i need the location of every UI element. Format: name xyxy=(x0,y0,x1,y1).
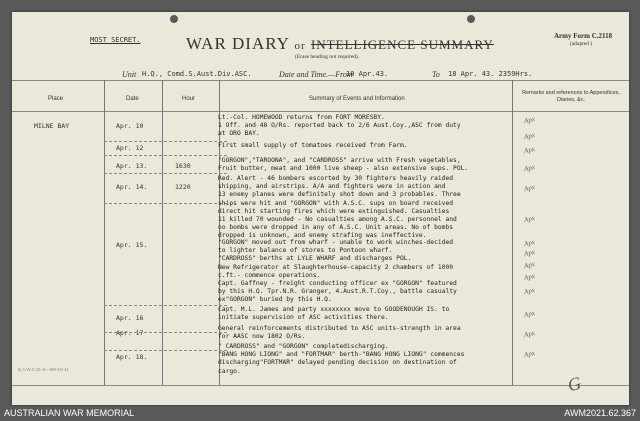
army-form-number: Army Form C.2118 xyxy=(554,32,613,40)
entry-text: General reinforcements distributed to ASC units-strength in area for AASC now 1802 O/Rs. xyxy=(218,325,461,341)
classification-label: MOST SECRET. xyxy=(90,36,141,44)
column-header-summary: Summary of Events and Information xyxy=(309,96,405,102)
column-header-hour: Hour xyxy=(182,96,196,102)
erase-note: (Erase heading not required). xyxy=(295,54,360,60)
hour-cell: 1630 xyxy=(175,162,191,170)
place-cell: MILNE BAY xyxy=(34,122,70,130)
column-divider xyxy=(104,80,105,385)
war-diary-sheet xyxy=(12,12,629,405)
date-cell: Apr. 17 xyxy=(116,329,144,337)
entry-text: "GORGON" moved out from wharf - unable to work winches-decided to lighter balance of stores to Pontoon wharf. "CARDROSS" berths at LYLE WHARF and discharges POL. New Refrigerator at Slaughterhouse-capacity 2 chambers of 1000 c.ft.- commence operations. Capt. Gaffney - freight conducting officer ex "GORGON" featured by this H.Q. Tpr.N.R. Granger, 4.Aust.R.T.Coy., battle casualty ex"GORGON" buried by this H.Q. xyxy=(218,239,457,304)
date-to-value: 18 Apr. 43. 2359Hrs. xyxy=(448,70,533,78)
appendix-tick: Apx xyxy=(523,328,536,340)
punch-hole xyxy=(467,15,475,23)
title-intelligence-summary: INTELLIGENCE SUMMARY xyxy=(310,37,494,52)
appendix-tick: Apx xyxy=(523,271,536,283)
date-to-label: To xyxy=(432,70,440,79)
entry-text: Red. Alert - 46 bombers escorted by 30 fighters heavily raided shipping, and airstrips. A/A and fighters were in action and 13 enemy planes were definitely shot down and 3 probables. Three ships were hit and "GORGON" with A.S.C. sups on board received direct hit starting fires which were extinguished. Casualties 11 killed 70 wounded - No casualties among A.S.C. personnel and no bombs were dropped in any of A.S.C. Unit areas. No of bombs dropped is unknown, and enemy strafing was ineffective. xyxy=(218,175,461,240)
date-cell: Apr. 12 xyxy=(116,144,144,152)
column-header-remarks: Remarks and references to Appendices, Diaries, &c. xyxy=(522,90,620,103)
appendix-tick: Apx xyxy=(523,285,536,297)
column-header-place: Place xyxy=(48,96,64,102)
date-cell: Apr. 15. xyxy=(116,241,148,249)
signature-initial: G xyxy=(565,372,584,396)
date-cell: Apr. 13. xyxy=(116,162,148,170)
column-header-date: Date xyxy=(126,96,139,102)
appendix-tick: Apx xyxy=(523,348,536,360)
date-cell: Apr. 18. xyxy=(116,353,148,361)
row-divider xyxy=(104,305,227,306)
unit-label: Unit xyxy=(122,70,137,79)
appendix-tick: Apx xyxy=(523,114,536,126)
appendix-tick: Apx xyxy=(523,237,536,249)
title-or: or xyxy=(294,40,306,52)
row-divider xyxy=(104,350,227,351)
appendix-tick: Apx xyxy=(523,130,536,142)
column-divider xyxy=(162,80,163,385)
hour-cell: 1220 xyxy=(175,183,191,191)
column-divider xyxy=(512,80,513,385)
table-bottom-rule xyxy=(12,385,629,386)
title-war-diary: WAR DIARY xyxy=(186,34,290,53)
appendix-tick: Apx xyxy=(523,259,536,271)
date-cell: Apr. 16 xyxy=(116,314,144,322)
appendix-tick: Apx xyxy=(523,182,536,194)
appendix-tick: Apx xyxy=(523,144,536,156)
entry-text: "GORGON","TAROONA", and "CARDROSS" arrive with Fresh vegetables, Fruit butter, meat and 1000 live sheep - also extensive sups. POL. xyxy=(218,157,469,173)
appendix-tick: Apx xyxy=(523,213,536,225)
footer-institution: AUSTRALIAN WAR MEMORIAL xyxy=(4,408,135,418)
appendix-tick: Apx xyxy=(523,247,536,259)
entry-text: Capt. M.L. James and party xxxxxxxx move to GOODENOUGH IS. to initiate supervision of ASC activities there. xyxy=(218,306,450,322)
unit-value: H.Q., Comd.S.Aust.Div.ASC. xyxy=(142,70,252,78)
row-divider xyxy=(104,173,227,174)
footer-accession-number: AWM2021.62.367 xyxy=(564,408,636,418)
row-divider xyxy=(104,155,227,156)
row-divider xyxy=(104,203,227,204)
entry-text: Lt.-Col. HOMEWOOD returns from FORT MORESBY. 1 Off. and 48 O/Rs. reported back to 2/6 Aust.Coy.,ASC from duty at ORO BAY. xyxy=(218,114,461,138)
date-cell: Apr. 10 xyxy=(116,122,144,130)
row-divider xyxy=(104,141,227,142)
form-title xyxy=(186,34,494,54)
punch-hole xyxy=(170,15,178,23)
appendix-tick: Apx xyxy=(523,162,536,174)
army-form-adapted: (adapted ) xyxy=(570,41,593,47)
date-cell: Apr. 14. xyxy=(116,183,148,191)
date-from-value: 10 Apr.43. xyxy=(346,70,389,78)
date-time-label: Date and Time.—From xyxy=(279,70,353,79)
form-print-code: B.A.W.C.M.-5—5M-10-41 xyxy=(18,367,70,372)
appendix-tick: Apx xyxy=(523,308,536,320)
entry-text: " CARDROSS" and "GORGON" completedischarging. "BANG HONG LIONG" and "FORTMAR" berth-"BANG HONG LIONG" commences discharging"FORTMAR" delayed pending decision on destination of cargo. xyxy=(218,343,465,375)
entry-text: First small supply of tomatoes received from Farm. xyxy=(218,142,408,149)
